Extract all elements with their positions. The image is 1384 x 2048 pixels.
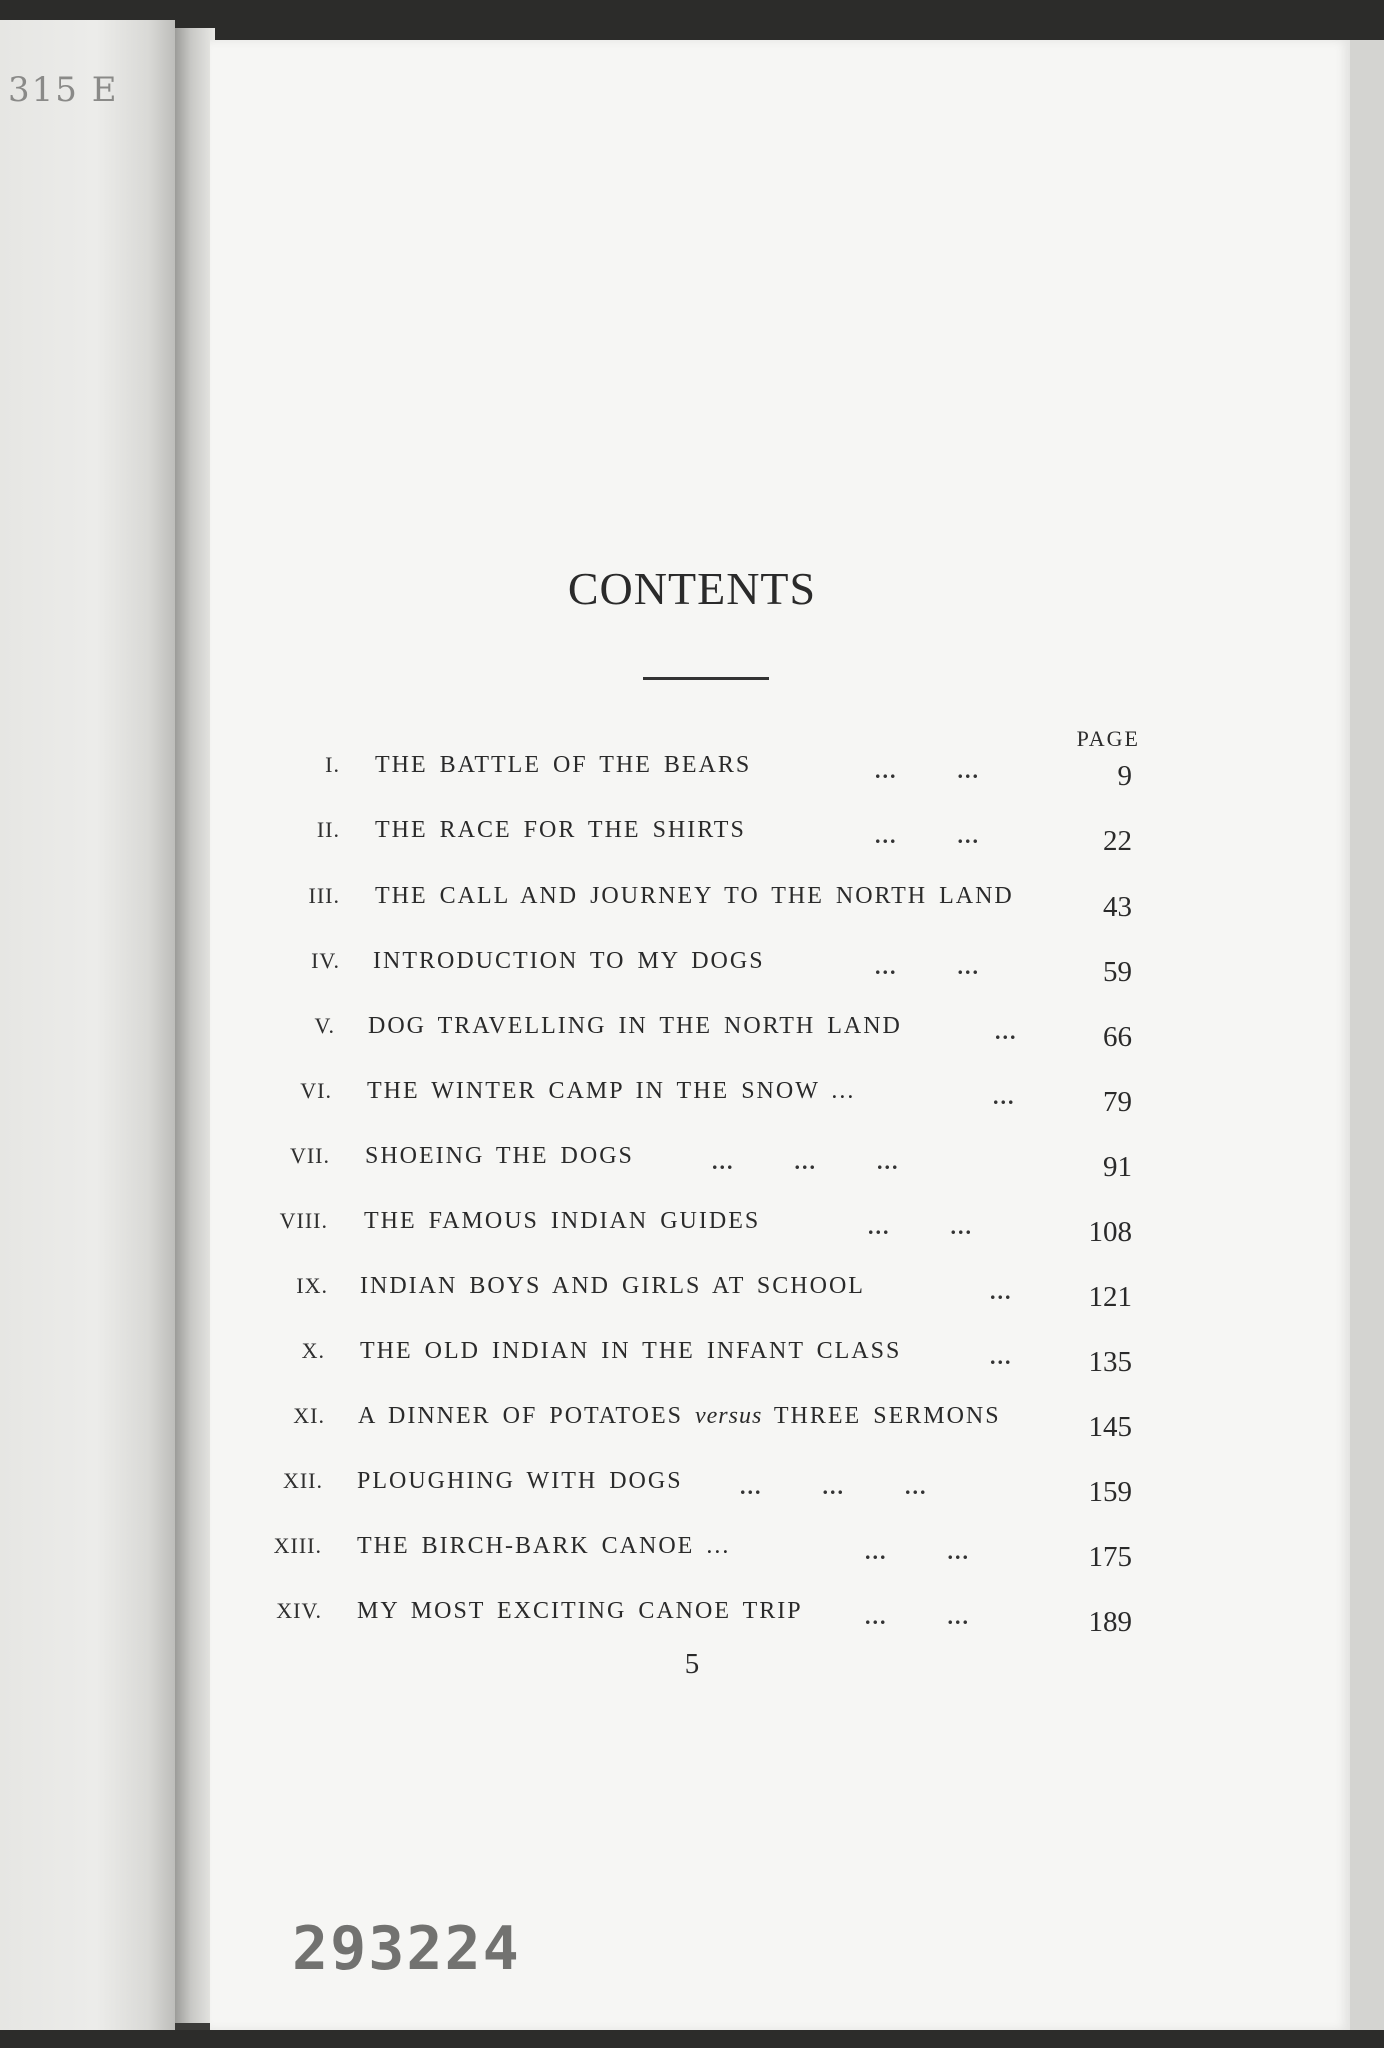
chapter-page: 9 — [1117, 760, 1132, 792]
leader-dots: ... — [993, 1084, 1016, 1109]
leader-dots: ... ... ... — [712, 1149, 900, 1174]
chapter-page: 108 — [1088, 1216, 1132, 1248]
chapter-page: 43 — [1103, 891, 1132, 923]
page-folio: 5 — [684, 1648, 700, 1680]
facing-page — [0, 20, 175, 2030]
chapter-number: V. — [314, 1013, 335, 1038]
chapter-page: 22 — [1103, 825, 1132, 857]
chapter-title-italic: versus — [695, 1403, 763, 1429]
chapter-title: PLOUGHING WITH DOGS — [357, 1468, 683, 1494]
chapter-title-part: THREE SERMONS — [762, 1403, 1001, 1429]
leader-dots: ... — [990, 1279, 1013, 1304]
chapter-title: THE CALL AND JOURNEY TO THE NORTH LAND — [375, 883, 1014, 909]
chapter-title: THE BIRCH-BARK CANOE ... — [357, 1533, 731, 1559]
chapter-page: 121 — [1088, 1281, 1132, 1313]
leader-dots: ... ... — [868, 1214, 973, 1239]
leader-dots: ... — [990, 1344, 1013, 1369]
toc-entry — [210, 1208, 1350, 1248]
chapter-page: 66 — [1103, 1021, 1132, 1053]
scan-bottom-edge — [0, 2030, 1384, 2048]
toc-entry — [210, 883, 1350, 923]
toc-entry — [210, 1143, 1350, 1183]
chapter-number: XII. — [282, 1468, 323, 1493]
chapter-title — [358, 1403, 1001, 1430]
toc-entry — [210, 1013, 1350, 1053]
chapter-number: IX. — [296, 1273, 328, 1298]
leader-dots: ... ... — [875, 758, 980, 783]
chapter-number: XIII. — [273, 1533, 322, 1558]
chapter-number: II. — [316, 817, 340, 842]
toc-entry — [210, 817, 1350, 857]
chapter-title: THE RACE FOR THE SHIRTS — [375, 817, 746, 843]
chapter-page: 159 — [1088, 1476, 1132, 1508]
toc-entry — [210, 1598, 1350, 1638]
toc-entry — [210, 1338, 1350, 1378]
toc-entry — [210, 1403, 1350, 1443]
chapter-number: XIV. — [276, 1598, 322, 1623]
chapter-number: XI. — [293, 1403, 325, 1428]
accession-number-stamp: 293224 — [292, 1914, 521, 1984]
chapter-title: THE OLD INDIAN IN THE INFANT CLASS — [360, 1338, 902, 1364]
chapter-title: MY MOST EXCITING CANOE TRIP — [357, 1598, 803, 1624]
leader-dots: ... ... ... — [740, 1474, 928, 1499]
page-column-label: PAGE — [1076, 726, 1140, 751]
toc-entry — [210, 948, 1350, 988]
contents-title: CONTENTS — [567, 563, 817, 614]
chapter-number: VIII. — [279, 1208, 328, 1233]
chapter-title: INTRODUCTION TO MY DOGS — [373, 948, 765, 974]
chapter-title: THE FAMOUS INDIAN GUIDES — [364, 1208, 761, 1234]
chapter-title: DOG TRAVELLING IN THE NORTH LAND — [368, 1013, 902, 1039]
chapter-page: 135 — [1088, 1346, 1132, 1378]
chapter-page: 175 — [1088, 1541, 1132, 1573]
toc-entry — [210, 1078, 1350, 1118]
chapter-number: III. — [308, 883, 340, 908]
leader-dots: ... — [995, 1019, 1018, 1044]
leader-dots: ... ... — [875, 954, 980, 979]
chapter-page: 59 — [1103, 956, 1132, 988]
chapter-title: THE BATTLE OF THE BEARS — [375, 752, 752, 778]
chapter-number: X. — [301, 1338, 325, 1363]
toc-entry — [210, 1273, 1350, 1313]
toc-entry — [210, 1468, 1350, 1508]
title-rule — [643, 677, 769, 680]
leader-dots: ... ... — [865, 1539, 970, 1564]
chapter-number: IV. — [311, 948, 340, 973]
chapter-number: VII. — [289, 1143, 330, 1168]
toc-entry — [210, 1533, 1350, 1573]
chapter-title-part: A DINNER OF POTATOES — [358, 1403, 695, 1429]
chapter-title: SHOEING THE DOGS — [365, 1143, 634, 1169]
chapter-page: 91 — [1103, 1151, 1132, 1183]
page-right-edge — [1350, 40, 1384, 2048]
chapter-number: VI. — [300, 1078, 332, 1103]
margin-pencil-note: 315 E — [8, 70, 119, 110]
chapter-title: THE WINTER CAMP IN THE SNOW ... — [367, 1078, 856, 1104]
chapter-page: 145 — [1088, 1411, 1132, 1443]
chapter-page: 79 — [1103, 1086, 1132, 1118]
leader-dots: ... ... — [875, 823, 980, 848]
chapter-title: INDIAN BOYS AND GIRLS AT SCHOOL — [360, 1273, 865, 1299]
chapter-page: 189 — [1088, 1606, 1132, 1638]
toc-entry — [210, 752, 1350, 792]
leader-dots: ... ... — [865, 1604, 970, 1629]
chapter-number: I. — [325, 752, 340, 777]
